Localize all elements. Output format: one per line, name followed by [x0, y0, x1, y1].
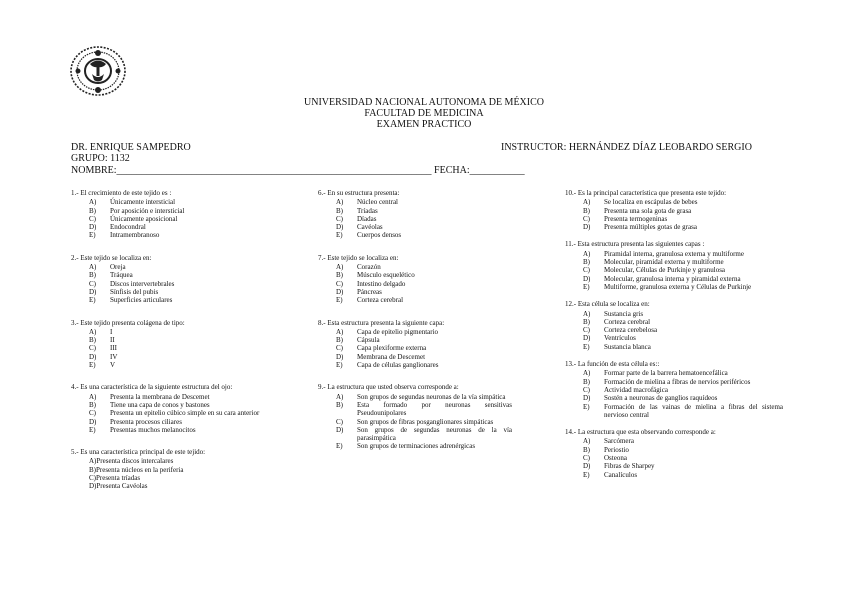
question-stem: 5.- Es una característica principal de este tejido: [71, 448, 206, 457]
question-10 [565, 189, 783, 231]
answer-option: E) V [89, 361, 116, 370]
answer-option: D) Membrana de Descemet [336, 352, 426, 361]
question-14 [565, 428, 783, 479]
answer-option: A) Sarcómera [583, 437, 634, 446]
answer-option: C) III [89, 344, 117, 353]
question-8 [318, 319, 512, 370]
answer-option: C) Únicamente aposicional [89, 214, 178, 223]
answer-option: D) Presenta múltiples gotas de grasa [583, 223, 697, 232]
question-stem: 1.- El crecimiento de este tejido es : [71, 189, 172, 197]
questions-column-3 [565, 189, 783, 488]
answer-option: A) Presenta discos intercalares [89, 457, 174, 466]
answer-option: A) Únicamente intersticial [89, 198, 176, 207]
answer-option: D) Endocondral [89, 223, 146, 232]
question-stem: 13.- La función de esta célula es:: [565, 360, 660, 369]
answer-option: C) Capa plexiforme externa [336, 344, 427, 353]
answer-option: D) Presenta Cavéolas [89, 482, 148, 491]
question-9 [318, 383, 512, 450]
answer-option: A) Piramidal interna, granulosa externa y multiforme [583, 249, 744, 258]
question-7 [318, 254, 512, 305]
answer-option: A) Presenta la membrana de Descemet [89, 392, 210, 401]
answer-option: E) Capa de células ganglionares [336, 361, 439, 370]
answer-option: C) Actividad macrofágica [583, 385, 668, 394]
question-1 [71, 189, 296, 240]
questions-column-1 [71, 189, 296, 505]
answer-option: B) Presenta una sola gota de grasa [583, 206, 692, 215]
answer-option: C) Osteona [583, 454, 627, 463]
exam-title: EXAMEN PRACTICO [376, 119, 472, 130]
answer-option: D) Cavéolas [336, 223, 383, 232]
answer-option: A) Formar parte de la barrera hematoencefálica [583, 369, 728, 378]
question-4 [71, 383, 296, 434]
answer-option: D) Sínfisis del pubis [89, 287, 159, 296]
answer-option: E) Multiforme, granulosa externa y Células de Purkinje [583, 282, 752, 291]
answer-option: E) Sustancia blanca [583, 342, 651, 351]
answer-option: D) Sostén a neuronas de ganglios raquídeos [583, 394, 718, 403]
answer-option: B) Presenta núcleos en la periferia [89, 465, 184, 474]
answer-option: E) Corteza cerebral [336, 296, 404, 305]
university-title: UNIVERSIDAD NACIONAL AUTONOMA DE MÉXICO [304, 97, 544, 108]
question-stem: 11.- Esta estructura presenta las siguientes capas : [565, 240, 705, 249]
answer-option: E) Canalículos [583, 470, 638, 479]
question-12 [565, 300, 783, 351]
answer-option: C) Corteza cerebelosa [583, 326, 658, 335]
answer-option: C) Molecular, Células de Purkinje y granulosa [583, 266, 726, 275]
answer-option: A) Núcleo central [336, 198, 399, 207]
answer-option: A) Se localiza en escápulas de bebes [583, 198, 698, 207]
answer-option: C) Discos intervertebrales [89, 279, 175, 288]
answer-option: E) Formación de las vainas de mielina a fibras del sistema nervioso central [583, 402, 783, 419]
answer-option: B) Molecular, piramidal externa y multiforme [583, 258, 724, 267]
answer-option: B) Tríadas [336, 206, 378, 215]
question-2 [71, 254, 296, 305]
answer-option: B) Tiene una capa de conos y bastones [89, 400, 210, 409]
question-6 [318, 189, 512, 240]
question-stem: 9.- La estructura que usted observa corresponde a: [318, 383, 459, 392]
answer-option: C) Díadas [336, 214, 377, 223]
answer-option: E) Superficies articulares [89, 296, 173, 305]
answer-option: A) Corazón [336, 263, 381, 272]
answer-option: B) Por aposición e intersticial [89, 206, 185, 215]
questions-column-2 [318, 189, 512, 465]
question-5 [71, 448, 296, 490]
answer-option: C) Son grupos de fibras posganglionares simpáticas [336, 417, 494, 426]
answer-option: D) Páncreas [336, 287, 382, 296]
question-3 [71, 319, 296, 370]
instructor-name: INSTRUCTOR: HERNÁNDEZ DÍAZ LEOBARDO SERGIO [501, 142, 752, 153]
answer-option: D) Fibras de Sharpey [583, 462, 655, 471]
answer-option: C) Presenta un epitelio cúbico simple en su cara anterior [89, 409, 260, 418]
answer-option: E) Cuerpos densos [336, 231, 402, 240]
answer-option: A) Oreja [89, 263, 126, 272]
answer-option: D) Molecular, granulosa interna y piramidal externa [583, 274, 741, 283]
answer-option: B) Periostio [583, 445, 629, 454]
name-date-line: NOMBRE:_______________________________________________________________ FECHA:___________ [71, 165, 525, 176]
answer-option: A) Son grupos de segundas neuronas de la vía simpática [336, 392, 506, 401]
unam-seal-logo [68, 44, 128, 98]
group-label: GRUPO: 1132 [71, 153, 130, 164]
question-stem: 14.- La estructura que esta observando corresponde a: [565, 428, 716, 437]
question-stem: 8.- Esta estructura presenta la siguiente capa: [318, 318, 445, 327]
answer-option: D) Ventrículos [583, 334, 636, 343]
question-stem: 4.- Es una característica de la siguiente estructura del ojo: [71, 383, 233, 392]
answer-option: B) Músculo esquelético [336, 271, 415, 280]
answer-option: B) Formación de mielina a fibras de nervios periféricos [583, 377, 751, 386]
question-stem: 7.- Este tejido se localiza en: [318, 253, 399, 262]
question-stem: 3.- Este tejido presenta colágena de tipo: [71, 318, 185, 327]
answer-option: B) Tráquea [89, 271, 133, 280]
question-13 [565, 360, 783, 419]
answer-option: D) IV [89, 352, 118, 361]
answer-option: E) Son grupos de terminaciones adrenérgicas [336, 442, 476, 451]
answer-option: C) Presenta termogeninas [583, 214, 668, 223]
faculty-title: FACULTAD DE MEDICINA [364, 108, 484, 119]
answer-option: E) Intramembranoso [89, 231, 160, 240]
answer-option: B) Corteza cerebral [583, 317, 651, 326]
question-stem: 12.- Esta célula se localiza en: [565, 300, 650, 309]
doctor-name: DR. ENRIQUE SAMPEDRO [71, 142, 191, 153]
question-11 [565, 240, 783, 291]
question-stem: 10.- Es la principal característica que presenta este tejido: [565, 189, 727, 197]
question-stem: 2.- Este tejido se localiza en: [71, 253, 152, 262]
answer-option: C) Presenta tríadas [89, 474, 141, 483]
answer-option: A) Capa de epitelio pigmentario [336, 327, 439, 336]
answer-option: B) Cápsula [336, 336, 380, 345]
answer-option: B) Esta formado por neuronas sensitivas Pseudounipolares [336, 400, 512, 418]
answer-option: B) II [89, 336, 115, 345]
answer-option: D) Son grupos de segundas neuronas de la vía parasimpática [336, 425, 512, 443]
answer-option: A) I [89, 327, 113, 336]
answer-option: D) Presenta procesos ciliares [89, 417, 182, 426]
answer-option: A) Sustancia gris [583, 309, 644, 318]
answer-option: E) Presentas muchos melanocitos [89, 425, 196, 434]
answer-option: C) Intestino delgado [336, 279, 406, 288]
question-stem: 6.- En su estructura presenta: [318, 189, 400, 197]
